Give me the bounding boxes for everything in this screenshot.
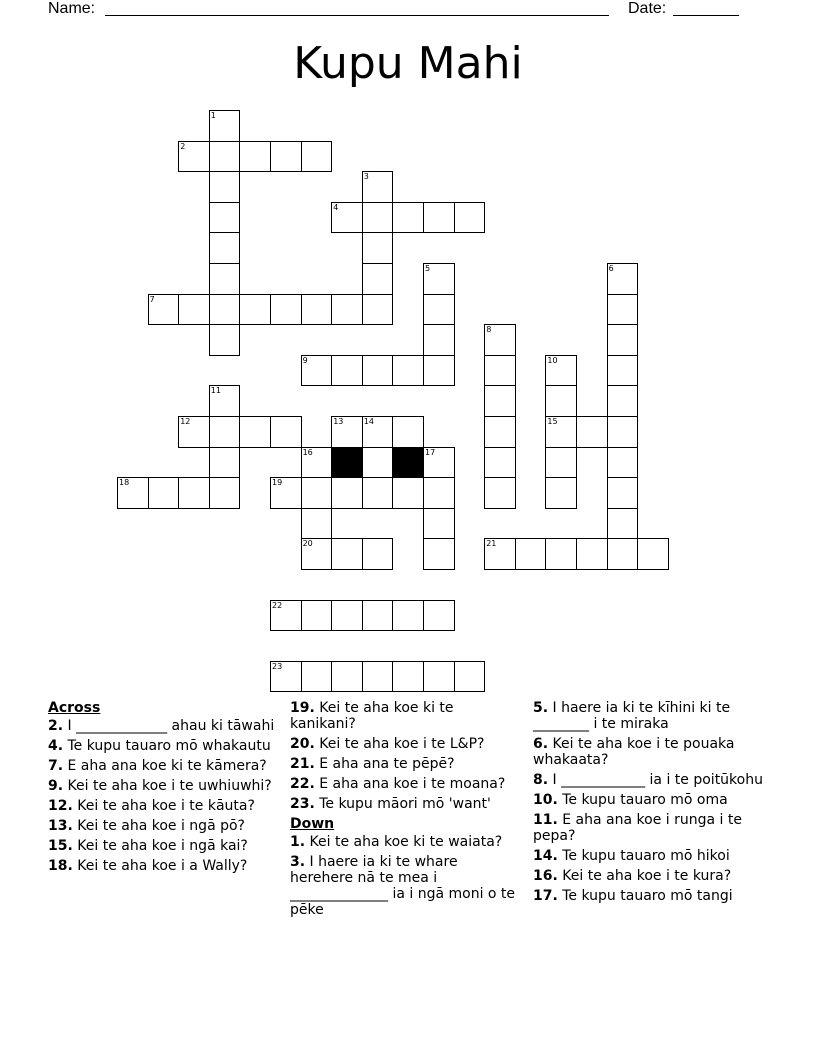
grid-cell[interactable] (301, 141, 333, 173)
grid-cell[interactable] (331, 294, 363, 326)
clue-number: 9. (48, 778, 64, 794)
clue-number: 14. (533, 848, 558, 864)
grid-cell[interactable] (209, 324, 241, 356)
grid-cell[interactable] (178, 294, 210, 326)
clue-item (533, 772, 765, 788)
clue-item (290, 834, 522, 850)
clue-text: E aha ana koe i runga i te pepa? (533, 812, 742, 844)
cell-number: 11 (210, 386, 221, 396)
cell-number: 16 (302, 447, 313, 457)
grid-cell[interactable] (423, 508, 455, 540)
grid-cell[interactable] (117, 477, 149, 509)
clue-number: 16. (533, 868, 558, 884)
grid-cell[interactable] (484, 538, 516, 570)
clue-item (533, 700, 765, 732)
grid-cell[interactable] (209, 141, 241, 173)
grid-cell[interactable] (301, 600, 333, 632)
grid-cell[interactable] (331, 416, 363, 448)
cell-number: 1 (210, 111, 216, 120)
grid-cell[interactable] (362, 477, 394, 509)
grid-cell[interactable] (209, 232, 241, 264)
clue-item (533, 848, 765, 864)
grid-cell[interactable] (454, 661, 486, 693)
clue-text: I haere ia ki te kīhini ki te ________ i te miraka (533, 700, 731, 732)
grid-cell[interactable] (239, 141, 271, 173)
grid-cell[interactable] (545, 355, 577, 387)
clue-item (48, 838, 280, 854)
clue-item (290, 700, 522, 732)
down-clue-list-continued (533, 700, 765, 904)
across-clue-list (48, 718, 280, 874)
grid-cell[interactable] (301, 447, 333, 479)
grid-cell[interactable] (331, 538, 363, 570)
cell-number: 10 (547, 355, 558, 365)
clue-text: Te kupu tauaro mō whakautu (63, 738, 271, 754)
grid-cell[interactable] (270, 416, 302, 448)
clue-text: Kei te aha koe i te uwhiuwhi? (63, 778, 272, 794)
clue-text: E aha ana te pēpē? (314, 756, 455, 772)
clue-number: 13. (48, 818, 73, 834)
cell-number: 6 (608, 264, 614, 273)
clue-item (290, 776, 522, 792)
grid-cell[interactable] (301, 508, 333, 540)
cell-number: 21 (486, 539, 497, 549)
grid-cell[interactable] (484, 416, 516, 448)
grid-cell[interactable] (270, 661, 302, 693)
clue-item (48, 798, 280, 814)
clue-item (48, 818, 280, 834)
grid-cell[interactable] (423, 447, 455, 479)
grid-cell[interactable] (545, 416, 577, 448)
grid-cell[interactable] (270, 477, 302, 509)
grid-cell[interactable] (607, 416, 639, 448)
grid-cell[interactable] (270, 600, 302, 632)
grid-cell[interactable] (545, 538, 577, 570)
cell-number: 4 (333, 202, 339, 212)
clue-text: Kei te aha koe i te kāuta? (72, 798, 255, 814)
grid-cell[interactable] (209, 294, 241, 326)
name-label: Name: (48, 0, 96, 17)
cell-number: 15 (547, 417, 558, 426)
clue-item (48, 758, 280, 774)
clue-text: Te kupu māori mō 'want' (314, 796, 491, 812)
grid-cell[interactable] (331, 600, 363, 632)
grid-cell[interactable] (209, 447, 241, 479)
grid-cell[interactable] (423, 477, 455, 509)
cell-number: 5 (425, 264, 431, 273)
cell-number: 7 (149, 294, 155, 304)
grid-cell[interactable] (484, 385, 516, 417)
grid-cell[interactable] (209, 171, 241, 203)
clue-number: 11. (533, 812, 558, 828)
grid-cell[interactable] (178, 416, 210, 448)
page-title: Kupu Mahi (293, 38, 523, 89)
grid-cell[interactable] (362, 294, 394, 326)
grid-cell[interactable] (423, 538, 455, 570)
grid-cell[interactable] (270, 141, 302, 173)
grid-cell[interactable] (392, 477, 424, 509)
clue-number: 6. (533, 736, 549, 752)
clue-item (48, 778, 280, 794)
cell-number: 9 (302, 355, 308, 365)
clue-item (290, 736, 522, 752)
grid-cell[interactable] (576, 416, 608, 448)
clue-text: E aha ana koe ki te kāmera? (63, 758, 267, 774)
grid-cell[interactable] (607, 263, 639, 295)
grid-cell[interactable] (209, 202, 241, 234)
clue-number: 1. (290, 834, 306, 850)
clue-item (533, 812, 765, 844)
grid-cell[interactable] (484, 447, 516, 479)
grid-cell[interactable] (362, 447, 394, 479)
grid-cell[interactable] (209, 110, 241, 142)
grid-cell[interactable] (545, 385, 577, 417)
grid-cell[interactable] (270, 294, 302, 326)
grid-cell[interactable] (331, 477, 363, 509)
header (48, 0, 768, 22)
grid-cell[interactable] (607, 324, 639, 356)
clue-number: 21. (290, 756, 315, 772)
grid-cell[interactable] (484, 477, 516, 509)
grid-cell[interactable] (392, 661, 424, 693)
clue-number: 12. (48, 798, 73, 814)
clues-column-2 (290, 700, 522, 922)
grid-cell[interactable] (148, 477, 180, 509)
grid-cell[interactable] (607, 385, 639, 417)
grid-cell[interactable] (209, 416, 241, 448)
grid-cell[interactable] (239, 294, 271, 326)
cell-number: 18 (119, 478, 130, 488)
grid-cell[interactable] (362, 232, 394, 264)
clue-text: I haere ia ki te whare herehere nā te mea i ______________ ia i ngā moni o te pēke (290, 854, 516, 918)
grid-cell[interactable] (178, 477, 210, 509)
clue-number: 23. (290, 796, 315, 812)
clue-item (533, 792, 765, 808)
clue-text: Kei te aha koe i te pouaka whakaata? (533, 736, 735, 768)
grid-cell[interactable] (392, 600, 424, 632)
cell-number: 12 (180, 417, 191, 426)
grid-cell[interactable] (545, 477, 577, 509)
cell-number: 20 (302, 539, 313, 549)
clue-item (290, 854, 522, 918)
grid-cell[interactable] (362, 416, 394, 448)
clue-text: I ____________ ia i te poitūkohu (548, 772, 763, 788)
grid-cell[interactable] (607, 477, 639, 509)
grid-cell[interactable] (148, 294, 180, 326)
clue-number: 19. (290, 700, 315, 716)
grid-cell[interactable] (331, 355, 363, 387)
cell-number: 3 (363, 172, 369, 182)
clue-text: Kei te aha koe i ngā pō? (72, 818, 245, 834)
clue-text: Kei te aha koe i te L&P? (314, 736, 485, 752)
grid-cell[interactable] (362, 171, 394, 203)
grid-cell[interactable] (392, 202, 424, 234)
clues-column-1 (48, 700, 280, 878)
grid-cell[interactable] (607, 538, 639, 570)
clue-text: Kei te aha koe ki te kanikani? (290, 700, 454, 732)
clues-column-3 (533, 700, 765, 908)
clue-text: I _____________ ahau ki tāwahi (63, 718, 275, 734)
clue-item (290, 756, 522, 772)
grid-cell[interactable] (515, 538, 547, 570)
clue-number: 18. (48, 858, 73, 874)
grid-cell[interactable] (362, 600, 394, 632)
grid-cell[interactable] (362, 661, 394, 693)
cell-number: 14 (363, 417, 374, 426)
clue-item (48, 718, 280, 734)
clue-text: Te kupu tauaro mō tangi (557, 888, 733, 904)
grid-cell[interactable] (301, 477, 333, 509)
cell-number: 23 (272, 661, 283, 671)
cell-number: 19 (272, 478, 283, 488)
cell-number: 17 (425, 447, 436, 457)
across-heading: Across (48, 700, 101, 716)
grid-cell[interactable] (209, 385, 241, 417)
clue-number: 20. (290, 736, 315, 752)
grid-cell[interactable] (209, 477, 241, 509)
clue-number: 5. (533, 700, 549, 716)
clue-text: Kei te aha koe i a Wally? (72, 858, 248, 874)
grid-cell[interactable] (209, 263, 241, 295)
grid-cell[interactable] (301, 661, 333, 693)
clue-text: Kei te aha koe i te kura? (557, 868, 732, 884)
grid-cell[interactable] (484, 355, 516, 387)
clue-number: 4. (48, 738, 64, 754)
grid-cell[interactable] (423, 263, 455, 295)
grid-cell[interactable] (301, 355, 333, 387)
clue-number: 10. (533, 792, 558, 808)
grid-cell[interactable] (331, 661, 363, 693)
clue-text: Te kupu tauaro mō hikoi (557, 848, 730, 864)
grid-cell[interactable] (607, 508, 639, 540)
clue-number: 15. (48, 838, 73, 854)
grid-cell[interactable] (423, 202, 455, 234)
grid-cell[interactable] (239, 416, 271, 448)
clue-item (290, 796, 522, 812)
grid-block (392, 447, 424, 479)
clue-number: 17. (533, 888, 558, 904)
grid-cell[interactable] (362, 538, 394, 570)
grid-cell[interactable] (301, 294, 333, 326)
down-clue-list (290, 834, 522, 918)
grid-cell[interactable] (607, 447, 639, 479)
name-field[interactable] (105, 15, 609, 16)
grid-cell[interactable] (301, 538, 333, 570)
clue-item (533, 868, 765, 884)
clue-text: Kei te aha koe ki te waiata? (305, 834, 503, 850)
clue-number: 22. (290, 776, 315, 792)
date-label: Date: (628, 0, 667, 17)
grid-cell[interactable] (423, 294, 455, 326)
grid-cell[interactable] (423, 661, 455, 693)
grid-cell[interactable] (607, 355, 639, 387)
clue-text: Kei te aha koe i ngā kai? (72, 838, 248, 854)
grid-cell[interactable] (607, 294, 639, 326)
clue-item (48, 858, 280, 874)
clue-item (533, 736, 765, 768)
clue-number: 3. (290, 854, 306, 870)
grid-cell[interactable] (576, 538, 608, 570)
grid-cell[interactable] (484, 324, 516, 356)
grid-cell[interactable] (362, 202, 394, 234)
grid-cell[interactable] (392, 355, 424, 387)
cell-number: 22 (272, 600, 283, 610)
grid-cell[interactable] (423, 600, 455, 632)
grid-cell[interactable] (454, 202, 486, 234)
cell-number: 8 (486, 325, 492, 335)
grid-cell[interactable] (331, 202, 363, 234)
clue-item (48, 738, 280, 754)
date-field[interactable] (673, 15, 739, 16)
down-heading: Down (290, 816, 335, 832)
grid-cell[interactable] (178, 141, 210, 173)
clue-text: Te kupu tauaro mō oma (557, 792, 728, 808)
grid-cell[interactable] (637, 538, 669, 570)
grid-cell[interactable] (423, 355, 455, 387)
clue-number: 2. (48, 718, 64, 734)
cell-number: 2 (180, 141, 186, 151)
grid-cell[interactable] (392, 416, 424, 448)
clue-item (533, 888, 765, 904)
clue-text: E aha ana koe i te moana? (314, 776, 506, 792)
clue-number: 8. (533, 772, 549, 788)
clue-number: 7. (48, 758, 64, 774)
grid-cell[interactable] (423, 324, 455, 356)
cell-number: 13 (333, 417, 344, 426)
grid-cell[interactable] (545, 447, 577, 479)
across-clue-list-continued (290, 700, 522, 812)
grid-cell[interactable] (362, 263, 394, 295)
grid-cell[interactable] (362, 355, 394, 387)
grid-block (331, 447, 363, 479)
